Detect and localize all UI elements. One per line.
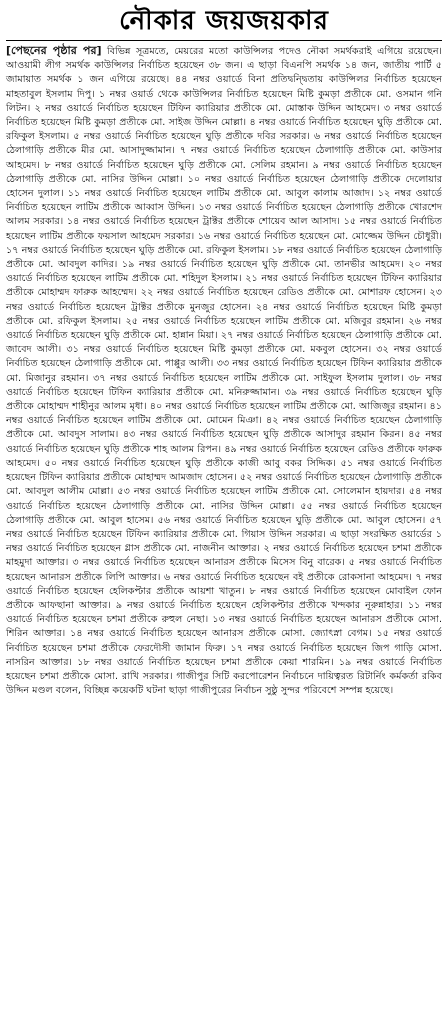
article-headline: নৌকার জয়জয়কার (119, 6, 329, 36)
article-body (6, 44, 442, 698)
article-body-text: বিভিন্ন সূত্রমতে, মেয়রের মতো কাউন্সিলর পদেও নৌকা সমর্থকরাই এগিয়ে রয়েছেন। আওয়ামী লীগ সমর্থক কাউন্সিলর নির্বাচিত হয়েছেন ৩৮ জন। এ ছাড়া বিএনপি সমর্থক ১৪ জন, জাতীয় পার্টি ৫ জামায়াত সমর্থক ১ জন এগিয়ে রয়েছে। ৪৪ নম্বর ওয়ার্ডে বিনা প্রতিদ্বন্দ্বিতায় কাউন্সিলর নির্বাচিত হয়েছেন মাহতাবুল ইসলাম দিপু। ১ নম্বর ওয়ার্ড থেকে কাউন্সিলর নির্বাচিত হয়েছেন মিষ্টি কুমড়া প্রতীকে মো. ওসমান গনি লিটন। ২ নম্বর ওয়ার্ডে নির্বাচিত হয়েছেন টিফিন ক্যারিয়ার প্রতীকে মো. মোস্তাক উদ্দিন আহমেদ। ৩ নম্বর ওয়ার্ডে নির্বাচিত হয়েছেন মিষ্টি কুমড়া প্রতীকে মো. সাইজ উদ্দিন মোল্লা। ৪ নম্বর ওয়ার্ডে নির্বাচিত হয়েছেন ঘুড়ি প্রতীকে মো. রফিকুল ইসলাম। ৫ নম্বর ওয়ার্ডে নির্বাচিত হয়েছেন ঘুড়ি প্রতীকে দবির সরকার। ৬ নম্বর ওয়ার্ডে নির্বাচিত হয়েছেন ঠেলাগাড়ি প্রতীকে মীর মো. আসাদুজ্জামান। ৭ নম্বর ওয়ার্ডে নির্বাচিত হয়েছেন ঠেলাগাড়ি প্রতীকে মো. কাউসার আহমেদ। ৮ নম্বর ওয়ার্ডে নির্বাচিত হয়েছেন ঘুড়ি প্রতীকে মো. সেলিম রহমান। ৯ নম্বর ওয়ার্ডে নির্বাচিত হয়েছেন ঠেলাগাড়ি প্রতীকে মো. নাসির উদ্দিন মোল্লা। ১০ নম্বর ওয়ার্ডে নির্বাচিত হয়েছেন ঠেলাগাড়ি প্রতীকে দেলোয়ার হোসেন দুলাল। ১১ নম্বর ওয়ার্ডে নির্বাচিত হয়েছেন লাটিম প্রতীকে মো. আবুল কালাম আজাদ। ১২ নম্বর ওয়ার্ডে নির্বাচিত হয়েছেন লাটিম প্রতীকে আব্বাস উদ্দিন। ১৩ নম্বর ওয়ার্ডে নির্বাচিত হয়েছেন ঠেলাগাড়ি প্রতীকে খোরশেদ আলম সরকার। ১৪ নম্বর ওয়ার্ডে নির্বাচিত হয়েছেন ট্রাক্টর প্রতীকে শোয়েব আল আসাদ। ১৫ নম্বর ওয়ার্ডে নির্বাচিত হয়েছেন লাটিম প্রতীকে ফয়সাল আহমেদ সরকার। ১৬ নম্বর ওয়ার্ডে নির্বাচিত হয়েছেন মো. মোজ্জেম উদ্দিন চৌধুরী। ১৭ নম্বর ওয়ার্ডে নির্বাচিত হয়েছেন ঘুড়ি প্রতীকে মো. রফিকুল ইসলাম। ১৮ নম্বর ওয়ার্ডে নির্বাচিত হয়েছেন ঠেলাগাড়ি প্রতীকে মো. আবদুল কাদির। ১৯ নম্বর ওয়ার্ডে নির্বাচিত হয়েছেন ঘুড়ি প্রতীকে মো. তানভীর আহমেদ। ২০ নম্বর ওয়ার্ডে নির্বাচিত হয়েছেন লাটিম প্রতীকে মো. শহিদুল ইসলাম। ২১ নম্বর ওয়ার্ডে নির্বাচিত হয়েছেন টিফিন ক্যারিয়ার প্রতীকে মোহাম্মদ ফারুক আহম্মেদ। ২২ নম্বর ওয়ার্ডে নির্বাচিত হয়েছেন রেডিও প্রতীকে মো. মোশারফ হোসেন। ২৩ নম্বর ওয়ার্ডে নির্বাচিত হয়েছেন ট্রাক্টর প্রতীকে মুনজুর হোসেন। ২৪ নম্বর ওয়ার্ডে নির্বাচিত হয়েছেন মিষ্টি কুমড়া প্রতীকে মো. রফিকুল ইসলাম। ২৫ নম্বর ওয়ার্ডে নির্বাচিত হয়েছেন লাটিম প্রতীকে মো. মজিবুর রহমান। ২৬ নম্বর ওয়ার্ডে নির্বাচিত হয়েছেন ঘুড়ি প্রতীকে মো. হান্নান মিয়া। ২৭ নম্বর ওয়ার্ডে নির্বাচিত হয়েছেন ঠেলাগাড়ি প্রতীকে মো. জাবেদ আলী। ৩১ নম্বর ওয়ার্ডে নির্বাচিত হয়েছেন মিষ্টি কুমড়া প্রতীকে মো. মকবুল হোসেন। ৩২ নম্বর ওয়ার্ডে নির্বাচিত হয়েছেন ঠেলাগাড়ি প্রতীকে মো. পাপ্পুর আলী। ৩৩ নম্বর ওয়ার্ডে নির্বাচিত হয়েছেন টিফিন ক্যারিয়ার প্রতীকে মো. মিজানুর রহমান। ৩৭ নম্বর ওয়ার্ডে নির্বাচিত হয়েছেন লাটিম প্রতীকে মো. সাইফুল ইসলাম দুলাল। ৩৮ নম্বর ওয়ার্ডে নির্বাচিত হয়েছেন টিফিন ক্যারিয়ার প্রতীকে মো. মনিরুজ্জামান। ৩৯ নম্বর ওয়ার্ডে নির্বাচিত হয়েছেন ঘুড়ি প্রতীকে মোহাম্মদ শাহীনুর আলম মৃধা। ৪০ নম্বর ওয়ার্ডে নির্বাচিত হয়েছেন লাটিম প্রতীকে মো. আজিজুর রহমান। ৪১ নম্বর ওয়ার্ডে নির্বাচিত হয়েছেন লাটিম প্রতীকে মো. মোমেন মিঞা। ৪২ নম্বর ওয়ার্ডে নির্বাচিত হয়েছেন ঠেলাগাড়ি প্রতীকে মো. আবদুস সালাম। ৪৩ নম্বর ওয়ার্ডে নির্বাচিত হয়েছেন ঘুড়ি প্রতীকে আসাদুর রহমান কিরন। ৪৫ নম্বর ওয়ার্ডে নির্বাচিত হয়েছেন ঘুড়ি প্রতীকে শাহ আলম রিপন। ৪৯ নম্বর ওয়ার্ডে নির্বাচিত হয়েছেন রেডিও প্রতীকে ফারুক আহমেদ। ৫০ নম্বর ওয়ার্ডে নির্বাচিত হয়েছেন ঘুড়ি প্রতীকে কাজী আবু বকর সিদ্দিক। ৫১ নম্বর ওয়ার্ডে নির্বাচিত হয়েছেন টিফিন ক্যারিয়ার প্রতীকে মোহাম্মদ আমজাদ হোসেন। ৫২ নম্বর ওয়ার্ডে নির্বাচিত হয়েছেন ঠেলাগাড়ি প্রতীকে মো. আবদুল আলীম মোল্লা। ৫৩ নম্বর ওয়ার্ডে নির্বাচিত হয়েছেন লাটিম প্রতীকে মো. সোলেমান হায়দার। ৫৪ নম্বর ওয়ার্ডে নির্বাচিত হয়েছেন ঠেলাগাড়ি প্রতীকে মো. নাসির উদ্দিন মোল্লা। ৫৫ নম্বর ওয়ার্ডে নির্বাচিত হয়েছেন ঠেলাগাড়ি প্রতীকে মো. আবুল হাসেম। ৫৬ নম্বর ওয়ার্ডে নির্বাচিত হয়েছেন ঘুড়ি প্রতীকে মো. আবুল হোসেন। ৫৭ নম্বর ওয়ার্ডে নির্বাচিত হয়েছেন টিফিন ক্যারিয়ার প্রতীকে মো. গিয়াস উদ্দিন সরকার। এ ছাড়া সংরক্ষিত ওয়ার্ডের ১ নম্বর ওয়ার্ডে নির্বাচিত হয়েছেন গ্লাস প্রতীকে মো. নাজনীন আক্তার। ২ নম্বর ওয়ার্ডে নির্বাচিত হয়েছেন চশমা প্রতীকে মাহমুদা আক্তার। ৩ নম্বর ওয়ার্ডে নির্বাচিত হয়েছেন আনারস প্রতীকে মিসেস বিনু বারেক। ৫ নম্বর ওয়ার্ডে নির্বাচিত হয়েছেন আনারস প্রতীকে লিপি আক্তার। ৬ নম্বর ওয়ার্ডে নির্বাচিত হয়েছেন বই প্রতীকে রোকসানা আহমেদ। ৭ নম্বর ওয়ার্ডে নির্বাচিত হয়েছেন হেলিকপ্টার প্রতীকে আয়শা খাতুন। ৮ নম্বর ওয়ার্ডে নির্বাচিত হয়েছেন মোবাইল ফোন প্রতীকে আফছানা আক্তার। ৯ নম্বর ওয়ার্ডে নির্বাচিত হয়েছেন হেলিকপ্টার প্রতীকে খন্দকার নূরুন্নাহার। ১১ নম্বর ওয়ার্ডে নির্বাচিত হয়েছেন চশমা প্রতীকে রুহুল নেছা। ১৩ নম্বর ওয়ার্ডে নির্বাচিত হয়েছেন আনারস প্রতীকে মোসা. শিরিন আক্তার। ১৪ নম্বর ওয়ার্ডে নির্বাচিত হয়েছেন আনারস প্রতীকে মোসা. জ্যোৎস্না বেগম। ১৫ নম্বর ওয়ার্ডে নির্বাচিত হয়েছেন চশমা প্রতীকে ফেরদৌসী জামান ফিরু। ১৭ নম্বর ওয়ার্ডে নির্বাচিত হয়েছেন জিপ গাড়ি মোসা. নাসরিন আক্তার। ১৮ নম্বর ওয়ার্ডে নির্বাচিত হয়েছেন চশমা প্রতীকে কেয়া শারমিন। ১৯ নম্বর ওয়ার্ডে নির্বাচিত হয়েছেন চশমা প্রতীকে মোসা. রাখি সরকার। গাজীপুর সিটি করপোরেশন নির্বাচনে দায়িত্বরত রিটার্নিং কর্মকর্তা রকিব উদ্দিন মণ্ডল বলেন, বিচ্ছিন্ন কয়েকটি ঘটনা ছাড়া গাজীপুরের নির্বাচন সুষ্ঠু সুন্দর পরিবেশে সম্পন্ন হয়েছে। (6, 46, 442, 697)
continued-from-label: [পেছনের পৃষ্ঠার পর] (6, 44, 102, 57)
headline-divider (6, 40, 442, 41)
